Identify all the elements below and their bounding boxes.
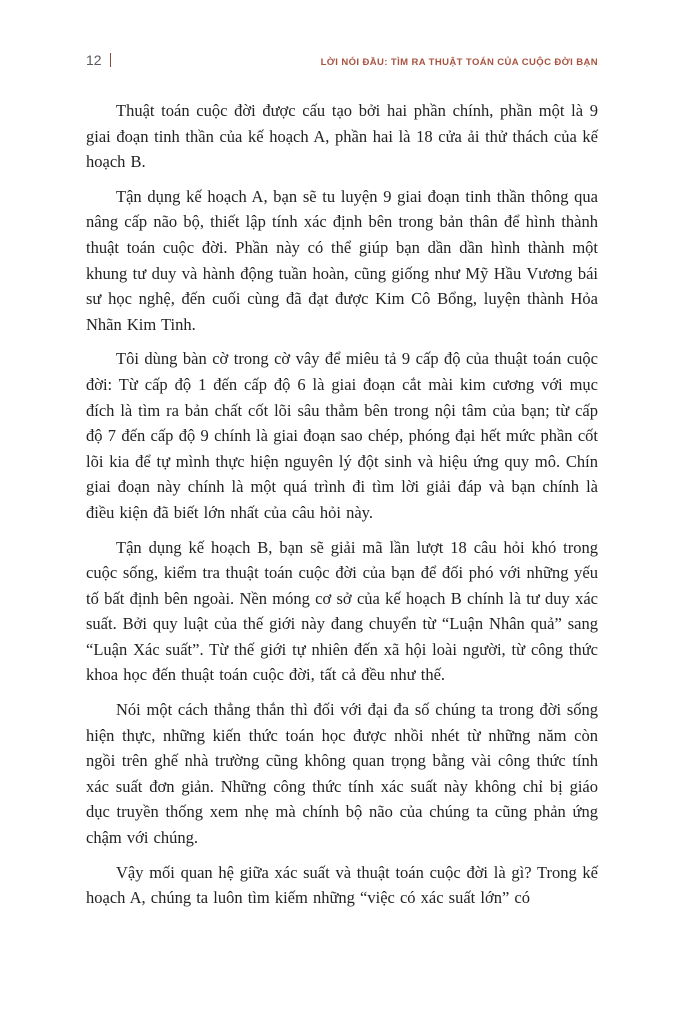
paragraph: Nói một cách thẳng thắn thì đối với đại đa số chúng ta trong đời sống hiện thực, những kiến thức toán học được nhồi nhét từ những năm còn ngồi trên ghế nhà trường cũng không quan trọng bằng vài công thức tính xác suất đơn giản. Những công thức tính xác suất này không chỉ bị giáo dục truyền thống xem nhẹ mà chính bộ não của chúng ta cũng phản ứng chậm với chúng. (86, 700, 598, 848)
body-text (86, 98, 598, 911)
paragraph: Vậy mối quan hệ giữa xác suất và thuật toán cuộc đời là gì? Trong kế hoạch A, chúng ta luôn tìm kiếm những “việc có xác suất lớn” có (86, 862, 598, 908)
paragraph: Tôi dùng bàn cờ trong cờ vây để miêu tả 9 cấp độ của thuật toán cuộc đời: Từ cấp độ 1 đến cấp độ 6 là giai đoạn cắt mài kim cương với mục đích là tìm ra bản chất cốt lõi sâu thẳm bên trong nội tâm của bạn; từ cấp độ 7 đến cấp độ 9 chính là giai đoạn sao chép, phóng đại hết mức phần cốt lõi kia để tự mình thực hiện nguyên lý đột sinh và hiệu ứng quy mô. Chín giai đoạn này chính là một quá trình đi tìm lời giải đáp và bạn chính là điều kiện đã biết lớn nhất của câu hỏi này. (86, 349, 598, 522)
page-number-value: 12 (86, 52, 102, 68)
page-number-divider (110, 53, 112, 67)
running-head-title: LỜI NÓI ĐẦU: TÌM RA THUẬT TOÁN CỦA CUỘC ĐỜI BẠN (320, 57, 598, 68)
page-header (86, 52, 598, 68)
paragraph: Tận dụng kế hoạch B, bạn sẽ giải mã lần lượt 18 câu hỏi khó trong cuộc sống, kiểm tra thuật toán cuộc đời của bạn để đối phó với những yếu tố bất định bên ngoài. Nền móng cơ sở của kế hoạch B chính là tư duy xác suất. Bởi quy luật của thế giới này đang chuyển từ “Luận Nhân quả” sang “Luận Xác suất”. Từ thế giới tự nhiên đến xã hội loài người, từ công thức khoa học đến thuật toán cuộc đời, tất cả đều như thế. (86, 537, 598, 685)
paragraph: Thuật toán cuộc đời được cấu tạo bởi hai phần chính, phần một là 9 giai đoạn tinh thần của kế hoạch A, phần hai là 18 cửa ải thử thách của kế hoạch B. (86, 101, 598, 172)
paragraph: Tận dụng kế hoạch A, bạn sẽ tu luyện 9 giai đoạn tinh thần thông qua nâng cấp não bộ, thiết lập tính xác định bên trong bản thân để hình thành thuật toán cuộc đời. Phần này có thể giúp bạn dần dần hình thành một khung tư duy và hành động tuần hoàn, cũng giống như Mỹ Hầu Vương bái sư học nghệ, đến cuối cùng đã đạt được Kim Cô Bổng, luyện thành Hỏa Nhãn Kim Tinh. (86, 186, 598, 334)
page-number (86, 52, 111, 68)
